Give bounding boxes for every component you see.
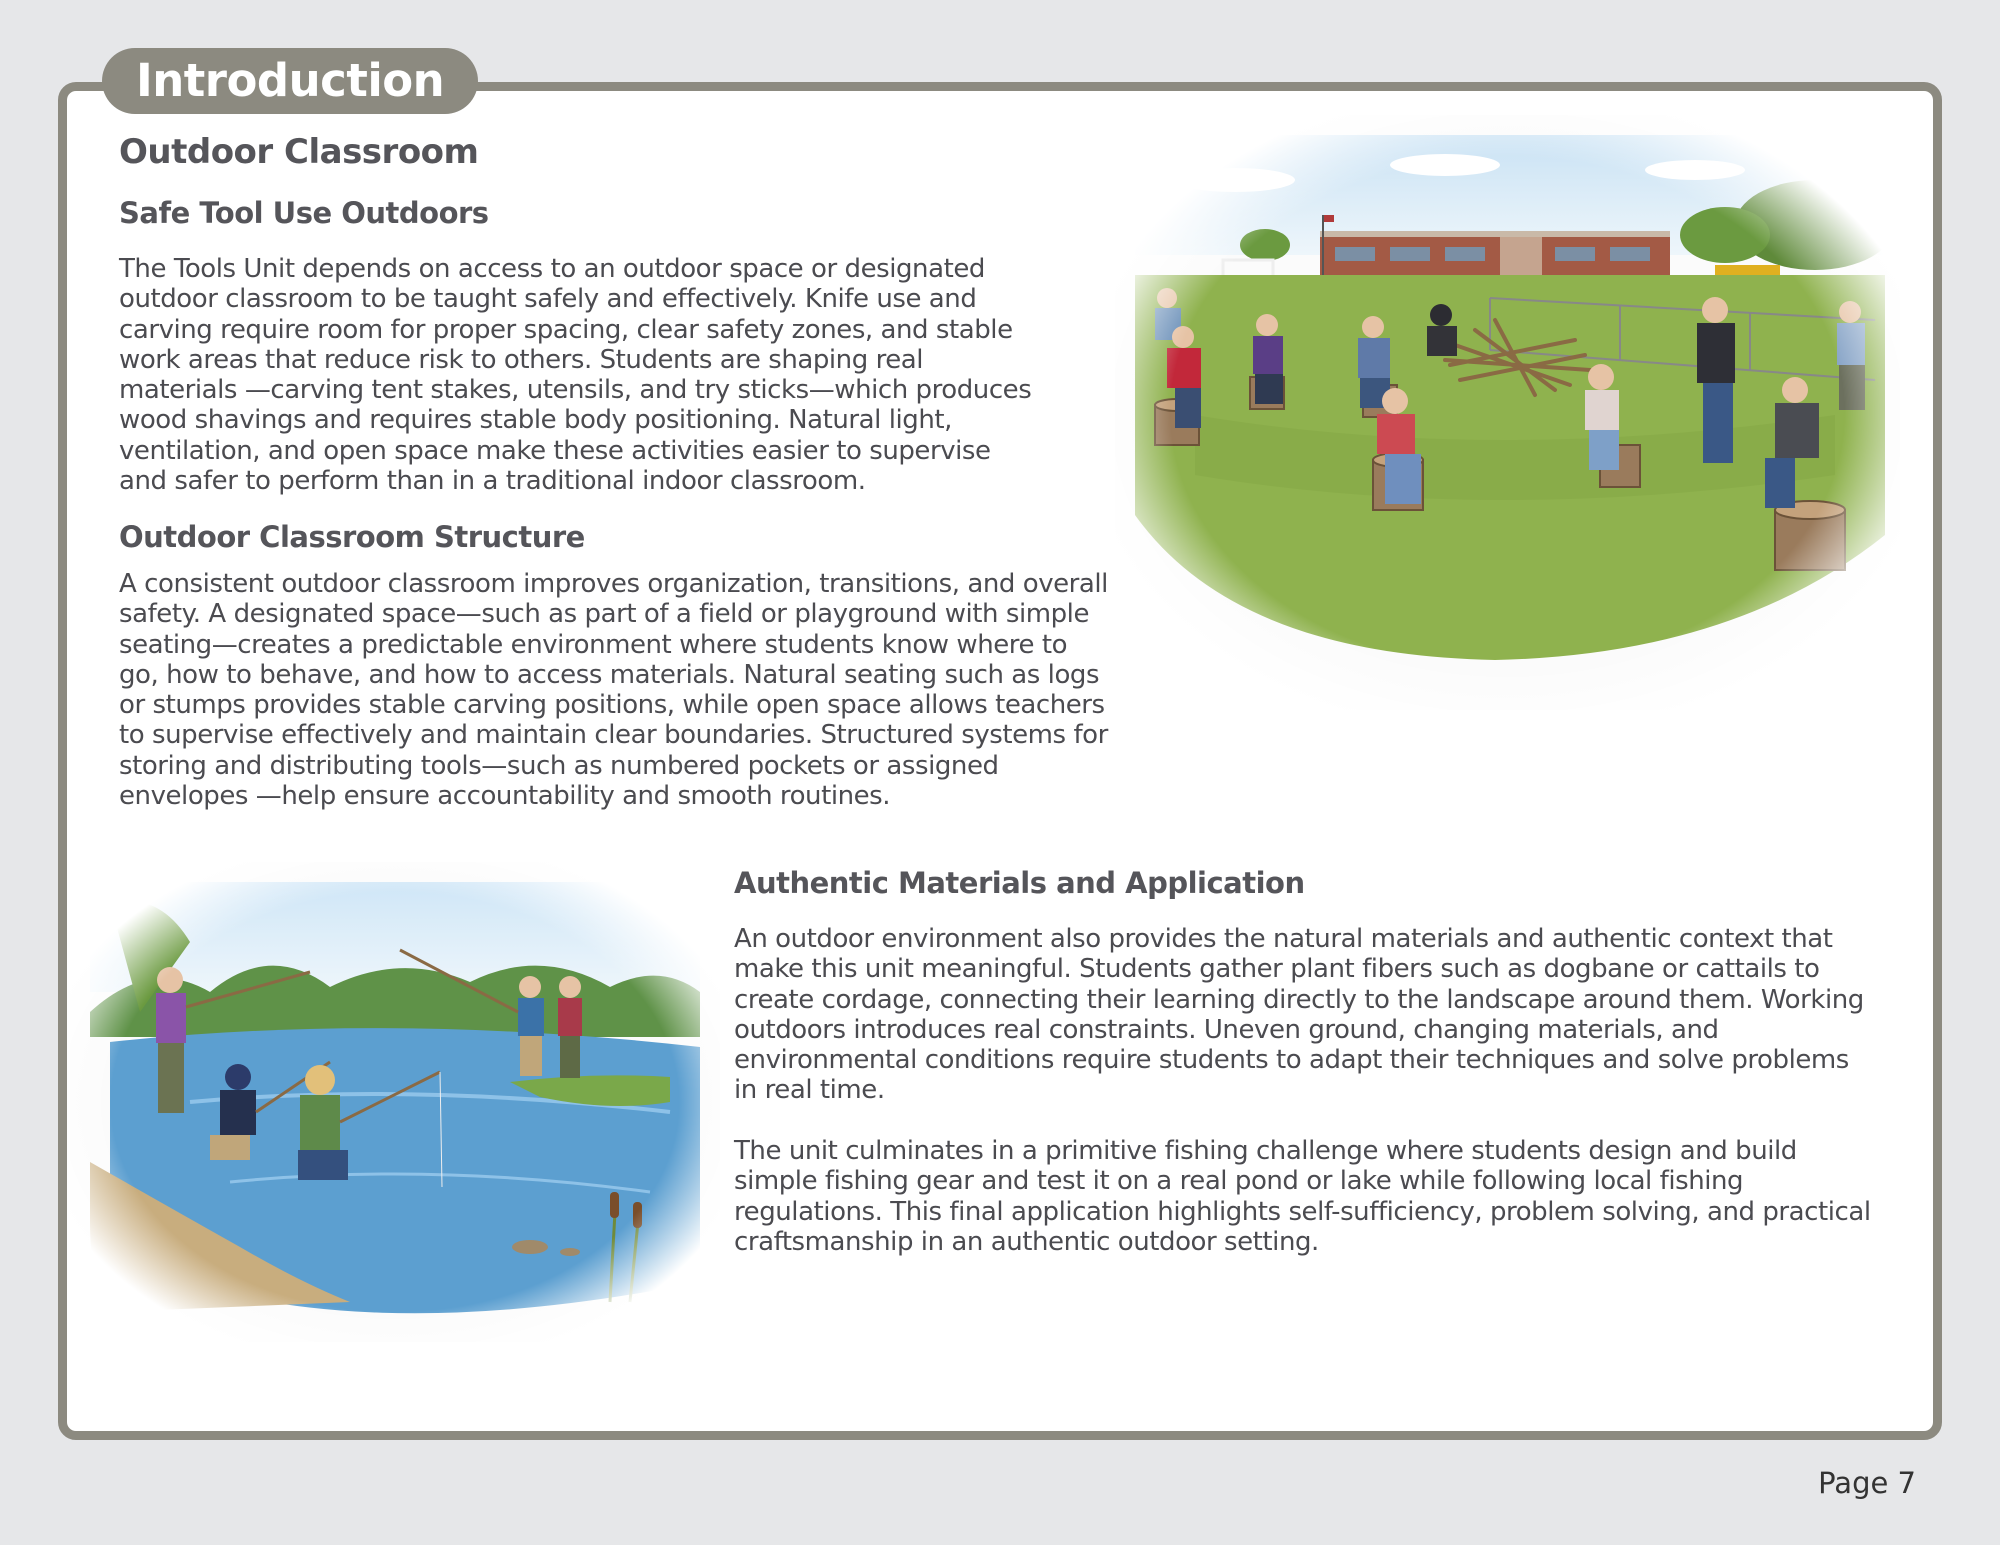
- heading-safe-tool-use: Safe Tool Use Outdoors: [119, 196, 489, 230]
- paragraph-safe-tool-use: The Tools Unit depends on access to an outdoor space or designated outdoor classroom to be taught safely and effectively. Knife use and carving require room for proper spacing, clear safety zones, and stable work areas that reduce risk to others. Students are shaping real materials —carving tent stakes, utensils, and try sticks—which produces wood shavings and requires stable body positioning. Natural light, ventilation, and open space make these activities easier to supervise and safer to perform than in a traditional indoor classroom.: [119, 254, 1032, 497]
- heading-outdoor-structure: Outdoor Classroom Structure: [119, 520, 585, 554]
- section-tab: Introduction: [102, 48, 478, 114]
- paragraph-authentic-materials-1: An outdoor environment also provides the natural materials and authentic context that make this unit meaningful. Students gather plant fibers such as dogbane or cattails to create cordage, connecting their learning directly to the landscape around them. Working outdoors introduces real constraints. Uneven ground, changing materials, and environmental conditions require students to adapt their techniques and solve problems in real time.: [734, 924, 1864, 1106]
- fishing-pond-illustration: [70, 862, 720, 1342]
- outdoor-classroom-illustration: [1115, 115, 1900, 710]
- page-title: Outdoor Classroom: [119, 132, 479, 172]
- paragraph-outdoor-structure: A consistent outdoor classroom improves organization, transitions, and overall safety. A designated space—such as part of a field or playground with simple seating—creates a predictable environment where students know where to go, how to behave, and how to access materials. Natural seating such as logs or stumps provides stable carving positions, while open space allows teachers to supervise effectively and maintain clear boundaries. Structured systems for storing and distributing tools—such as numbered pockets or assigned envelopes —help ensure accountability and smooth routines.: [119, 569, 1108, 812]
- heading-authentic-materials: Authentic Materials and Application: [734, 866, 1305, 900]
- page-number: Page 7: [1818, 1466, 1916, 1500]
- paragraph-authentic-materials-2: The unit culminates in a primitive fishing challenge where students design and build simple fishing gear and test it on a real pond or lake while following local fishing regulations. This final application highlights self-sufficiency, problem solving, and practical craftsmanship in an authentic outdoor setting.: [734, 1136, 1871, 1257]
